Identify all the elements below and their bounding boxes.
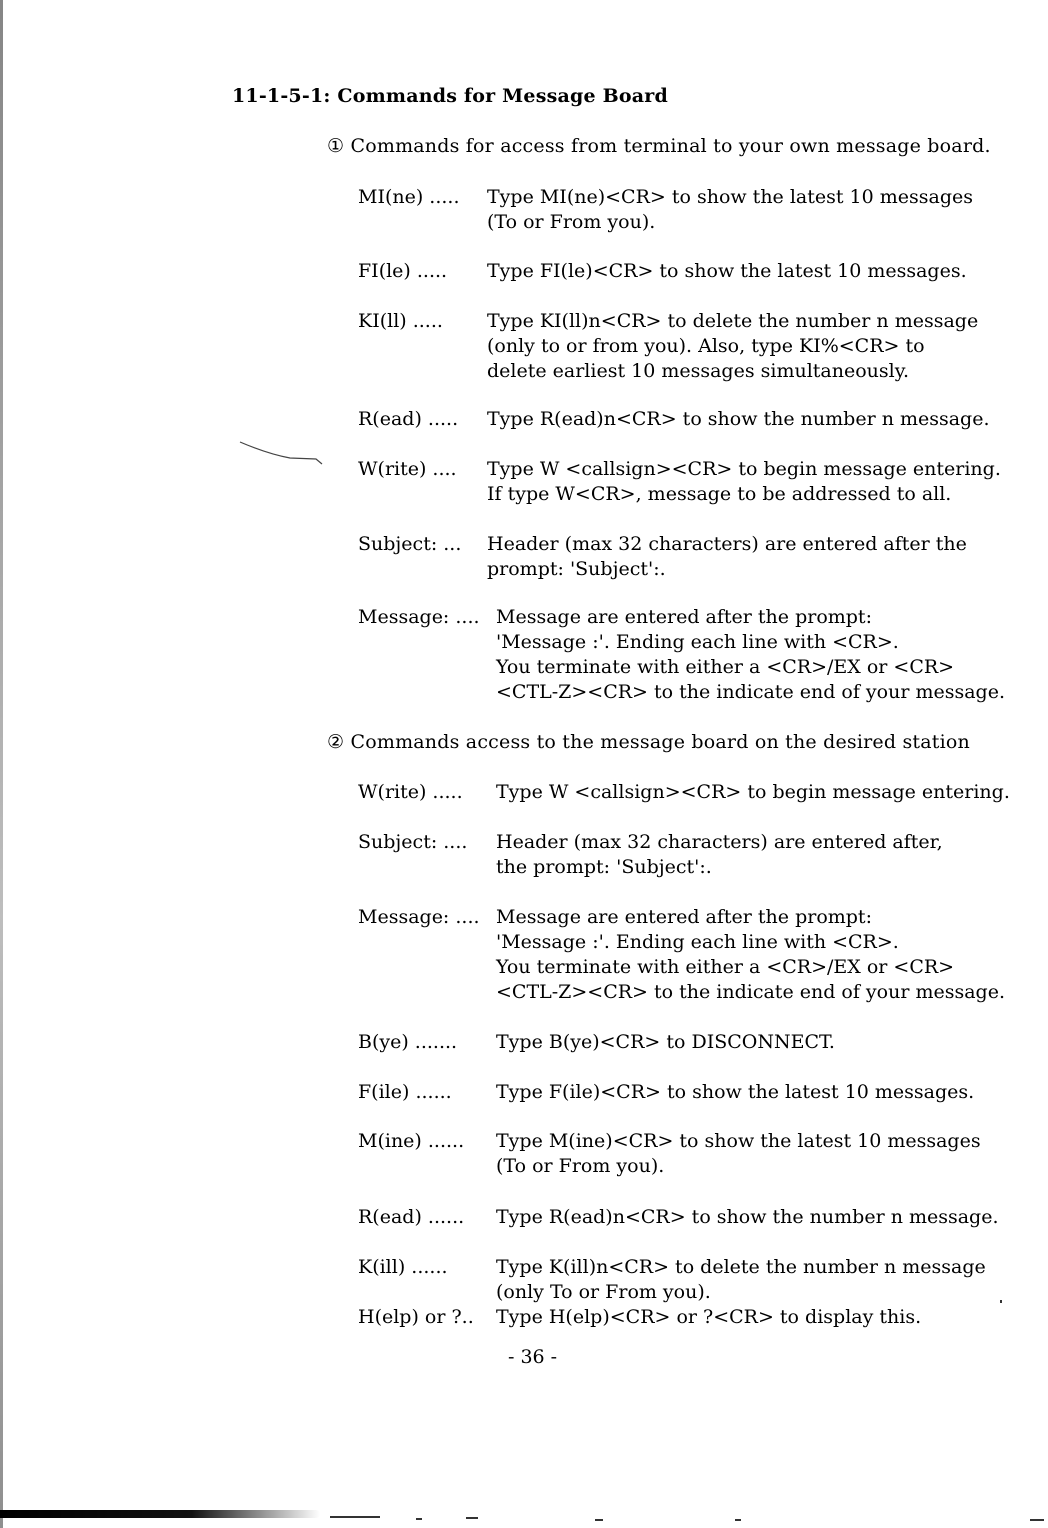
command-label: F(ile) ...... <box>358 1081 452 1103</box>
description-line: (only to or from you). Also, type KI%<CR> to <box>487 335 925 357</box>
speck <box>595 1519 603 1521</box>
description-line: Type M(ine)<CR> to show the latest 10 messages <box>496 1130 981 1152</box>
description-line: <CTL-Z><CR> to the indicate end of your message. <box>496 681 1005 703</box>
speck <box>466 1517 478 1519</box>
part1-heading: ① Commands for access from terminal to your own message board. <box>327 135 991 157</box>
description-line: Type W <callsign><CR> to begin message entering. <box>487 458 1001 480</box>
command-label: R(ead) ..... <box>358 408 459 430</box>
description-line: Message are entered after the prompt: <box>496 906 872 928</box>
description-line: Type MI(ne)<CR> to show the latest 10 messages <box>487 186 974 208</box>
description-line: Message are entered after the prompt: <box>496 606 872 628</box>
description-line: Type W <callsign><CR> to begin message entering. <box>496 781 1010 803</box>
section-title: 11-1-5-1: Commands for Message Board <box>232 85 668 107</box>
description-line: <CTL-Z><CR> to the indicate end of your message. <box>496 981 1005 1003</box>
command-label: H(elp) or ?.. <box>358 1306 474 1328</box>
speck <box>1030 1519 1044 1521</box>
command-label: K(ill) ...... <box>358 1256 448 1278</box>
description-line: Header (max 32 characters) are entered after, <box>496 831 943 853</box>
description-line: If type W<CR>, message to be addressed to all. <box>487 483 952 505</box>
stray-pencil-mark <box>238 440 330 468</box>
command-label: FI(le) ..... <box>358 260 448 282</box>
description-line: 'Message :'. Ending each line with <CR>. <box>496 631 899 653</box>
speck <box>330 1516 380 1518</box>
command-label: Message: .... <box>358 606 480 628</box>
description-line: 'Message :'. Ending each line with <CR>. <box>496 931 899 953</box>
description-line: Type H(elp)<CR> or ?<CR> to display this. <box>496 1306 922 1328</box>
description-line: Type B(ye)<CR> to DISCONNECT. <box>496 1031 835 1053</box>
command-label: M(ine) ...... <box>358 1130 465 1152</box>
scan-edge-bottom <box>0 1510 320 1518</box>
description-line: Type R(ead)n<CR> to show the number n message. <box>487 408 990 430</box>
command-label: W(rite) ..... <box>358 781 463 803</box>
description-line: delete earliest 10 messages simultaneously. <box>487 360 909 382</box>
description-line: Type F(ile)<CR> to show the latest 10 messages. <box>496 1081 975 1103</box>
description-line: Type FI(le)<CR> to show the latest 10 messages. <box>487 260 967 282</box>
command-label: R(ead) ...... <box>358 1206 465 1228</box>
description-line: (To or From you). <box>487 211 656 233</box>
command-label: Message: .... <box>358 906 480 928</box>
part2-heading: ② Commands access to the message board on the desired station <box>327 731 970 753</box>
command-label: Subject: .... <box>358 831 468 853</box>
description-line: You terminate with either a <CR>/EX or <CR> <box>496 656 955 678</box>
description-line: (only To or From you). <box>496 1281 711 1303</box>
command-label: MI(ne) ..... <box>358 186 460 208</box>
scan-edge-left <box>0 0 3 1528</box>
description-line: You terminate with either a <CR>/EX or <CR> <box>496 956 955 978</box>
description-line: prompt: 'Subject':. <box>487 558 666 580</box>
description-line: (To or From you). <box>496 1155 665 1177</box>
page-number: - 36 - <box>508 1346 558 1368</box>
description-line: Type KI(ll)n<CR> to delete the number n message <box>487 310 979 332</box>
description-line: Type R(ead)n<CR> to show the number n message. <box>496 1206 999 1228</box>
command-label: Subject: ... <box>358 533 462 555</box>
description-line: the prompt: 'Subject':. <box>496 856 712 878</box>
description-line: Type K(ill)n<CR> to delete the number n message <box>496 1256 986 1278</box>
speck <box>1000 1300 1002 1303</box>
speck <box>416 1518 422 1520</box>
description-line: Header (max 32 characters) are entered after the <box>487 533 967 555</box>
command-label: W(rite) .... <box>358 458 457 480</box>
command-label: B(ye) ....... <box>358 1031 458 1053</box>
command-label: KI(ll) ..... <box>358 310 443 332</box>
speck <box>735 1519 741 1521</box>
